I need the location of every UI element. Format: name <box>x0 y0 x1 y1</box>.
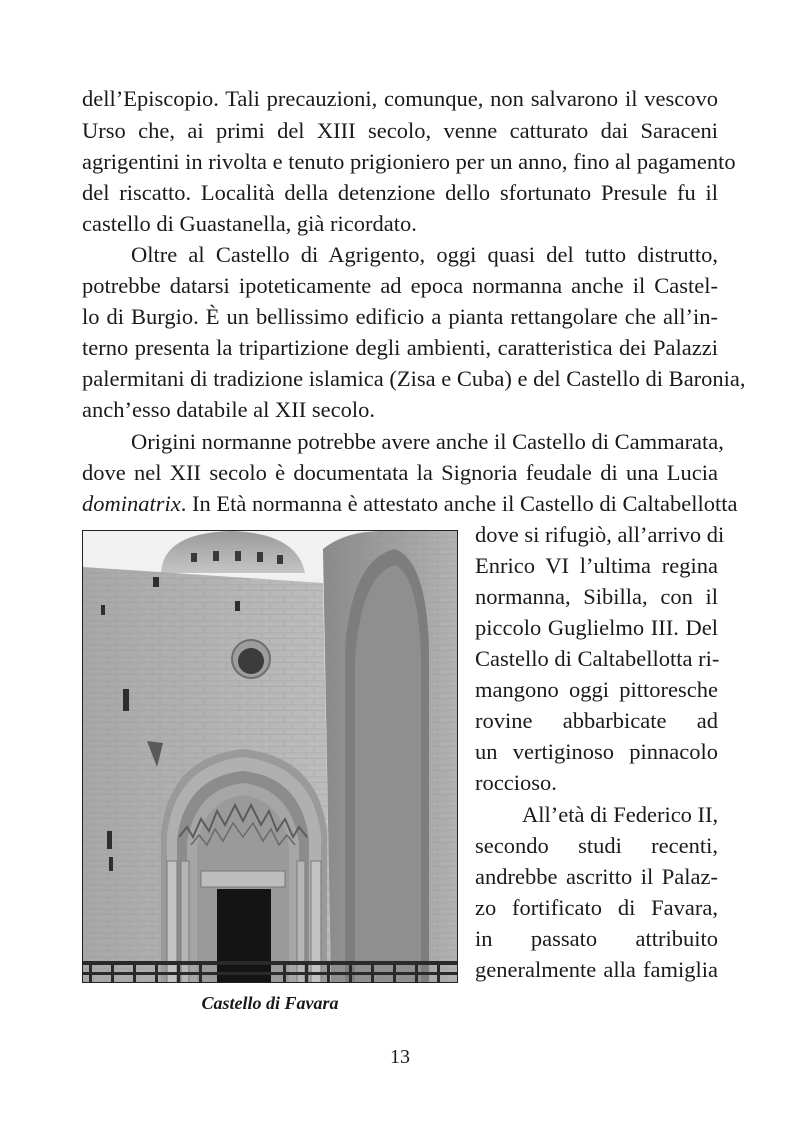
text-line: anch’esso databile al XII secolo. <box>82 397 376 422</box>
text-line: del riscatto. Località della detenzione dello sfortunato Presule fu il <box>82 180 718 205</box>
column-text-line: roccioso. <box>475 770 557 795</box>
column-text-line: in passato attribuito <box>475 926 718 951</box>
text-line: lo di Burgio. È un bellissimo edificio a pianta rettangolare che all’in- <box>82 304 718 329</box>
text-line: potrebbe datarsi ipoteticamente ad epoca normanna anche il Castel- <box>82 273 718 298</box>
column-text-line: Castello di Caltabellotta ri- <box>475 646 720 671</box>
text-span: . In Età normanna è attestato anche il Castello di Caltabellotta <box>180 491 738 516</box>
column-text-line: piccolo Guglielmo III. Del <box>475 615 718 640</box>
text-line: dove nel XII secolo è documentata la Signoria feudale di una Lucia <box>82 460 718 485</box>
column-text-line: All’età di Federico II, <box>522 802 719 827</box>
column-text-line: dove si rifugiò, all’arrivo di <box>475 522 725 547</box>
text-line: castello di Guastanella, già ricordato. <box>82 211 417 236</box>
column-text-line: Enrico VI l’ultima regina <box>475 553 718 578</box>
column-text-line: secondo studi recenti, <box>475 833 718 858</box>
column-text-line: mangono oggi pittoresche <box>475 677 718 702</box>
text-line: Oltre al Castello di Agrigento, oggi quasi del tutto distrutto, <box>131 242 718 267</box>
column-text-line: zo fortificato di Favara, <box>475 895 718 920</box>
column-text-line: andrebbe ascritto il Palaz- <box>475 864 718 889</box>
text-line: palermitani di tradizione islamica (Zisa e Cuba) e del Castello di Baronia, <box>82 366 746 391</box>
text-line: dell’Episcopio. Tali precauzioni, comunque, non salvarono il vescovo <box>82 86 718 111</box>
text-line: terno presenta la tripartizione degli ambienti, caratteristica dei Palazzi <box>82 335 718 360</box>
page-number: 13 <box>390 1046 410 1068</box>
text-line: agrigentini in rivolta e tenuto prigioniero per un anno, fino al pagamento <box>82 149 736 174</box>
photo-caption: Castello di Favara <box>201 993 339 1013</box>
column-text-line: rovine abbarbicate ad <box>475 708 718 733</box>
text-line: Origini normanne potrebbe avere anche il Castello di Cammarata, <box>131 429 724 454</box>
text-line: Urso che, ai primi del XIII secolo, venne catturato dai Saraceni <box>82 118 718 143</box>
italic-word: dominatrix <box>82 491 181 516</box>
column-text-line: generalmente alla famiglia <box>475 957 718 982</box>
castle-photo <box>82 530 458 983</box>
column-text-line: normanna, Sibilla, con il <box>475 584 718 609</box>
column-text-line: un vertiginoso pinnacolo <box>475 739 718 764</box>
text-line <box>82 489 738 519</box>
